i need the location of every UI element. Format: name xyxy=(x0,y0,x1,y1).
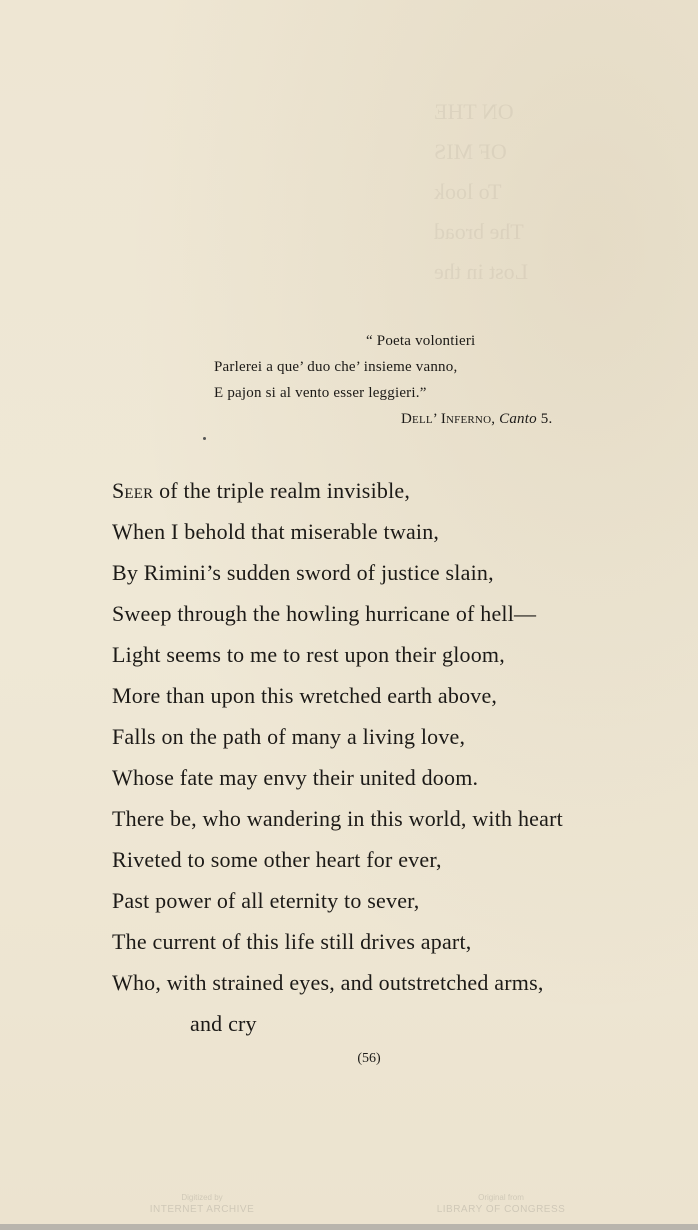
watermark-name: LIBRARY OF CONGRESS xyxy=(436,1204,566,1215)
citation-canto-label: Canto xyxy=(499,411,537,427)
epigraph-line: Parlerei a que’ duo che’ insieme vanno, xyxy=(214,359,458,375)
viewer-bottom-bar xyxy=(0,1224,698,1230)
epigraph xyxy=(214,328,614,432)
poem-line-turnover: and cry xyxy=(190,1011,257,1036)
poem-line: Falls on the path of many a living love, xyxy=(112,724,466,749)
watermark-caption: Original from xyxy=(478,1193,524,1202)
ink-speck xyxy=(203,437,206,440)
poem-first-word: Seer xyxy=(112,478,154,503)
poem-line: There be, who wandering in this world, with heart xyxy=(112,806,563,831)
page-number: (56) xyxy=(357,1051,381,1066)
epigraph-line: E pajon si al vento esser leggieri.” xyxy=(214,385,427,401)
citation-canto-number: 5. xyxy=(540,411,553,427)
poem-line: Whose fate may envy their united doom. xyxy=(112,765,479,790)
poem-line: By Rimini’s sudden sword of justice slain, xyxy=(112,560,494,585)
watermark-caption: Digitized by xyxy=(181,1193,223,1202)
bleed-through-text: ON THE OF MIS To look The broad Lost in the xyxy=(434,99,529,284)
poem-line: The current of this life still drives apart, xyxy=(112,929,472,954)
citation-work: Dell’ Inferno, xyxy=(401,411,496,427)
poem-body xyxy=(112,470,672,1044)
poem-line xyxy=(112,470,672,511)
poem-line: When I behold that miserable twain, xyxy=(112,519,440,544)
poem-line: Who, with strained eyes, and outstretched arms, xyxy=(112,970,544,995)
poem-line: Sweep through the howling hurricane of hell— xyxy=(112,601,537,626)
poem-line: Riveted to some other heart for ever, xyxy=(112,847,442,872)
poem-first-line-rest: of the triple realm invisible, xyxy=(153,478,411,503)
poem-line: Light seems to me to rest upon their gloom, xyxy=(112,642,505,667)
poem-line: Past power of all eternity to sever, xyxy=(112,888,420,913)
digitizer-watermark xyxy=(142,1192,262,1216)
poem-line: More than upon this wretched earth above, xyxy=(112,683,498,708)
epigraph-line: “ Poeta volontieri xyxy=(366,333,476,349)
epigraph-citation xyxy=(214,406,614,432)
source-watermark xyxy=(426,1192,576,1216)
watermark-name: INTERNET ARCHIVE xyxy=(149,1204,255,1215)
